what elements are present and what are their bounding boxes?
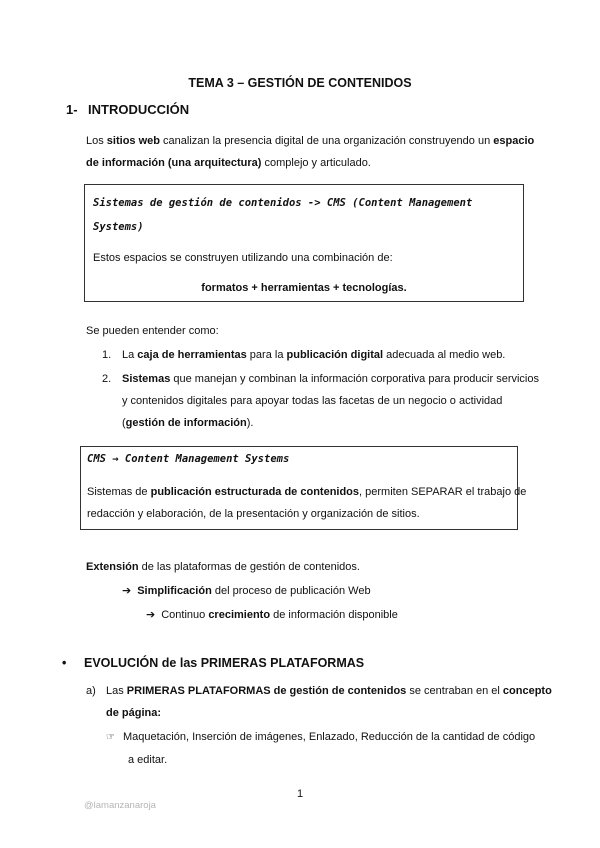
box-text: Estos espacios se construyen utilizando una combinación de: bbox=[93, 252, 393, 264]
arrow-right-icon: ➔ bbox=[122, 585, 132, 597]
document-title: TEMA 3 – GESTIÓN DE CONTENIDOS bbox=[188, 76, 412, 90]
growth-line: ➔ Continuo crecimiento de información disponible bbox=[146, 609, 398, 621]
watermark: @lamanzanaroja bbox=[84, 800, 156, 811]
cms-separation-box bbox=[80, 446, 527, 530]
box-paragraph: Sistemas de publicación estructurada de contenidos, permiten SEPARAR el trabajo de redacción y elaboración, de la presentación y organización de sitios. bbox=[87, 486, 527, 520]
section-number: 1- bbox=[66, 102, 78, 117]
section-title: INTRODUCCIÓN bbox=[88, 102, 190, 117]
box-formula: formatos + herramientas + tecnologías. bbox=[201, 282, 407, 294]
intro-paragraph: Los sitios web canalizan la presencia digital de una organización construyendo un espacio de información (una arquitectura) complejo y articulado. bbox=[86, 135, 535, 169]
cms-definition-box bbox=[84, 184, 524, 302]
page-number: 1 bbox=[296, 788, 304, 800]
extension-line: Extensión de las plataformas de gestión de contenidos. bbox=[86, 561, 360, 573]
section-heading-introduccion bbox=[66, 102, 189, 117]
simplification-line: ➔ Simplificación del proceso de publicación Web bbox=[122, 585, 371, 597]
list-item-2: 2. Sistemas que manejan y combinan la información corporativa para producir servicios y contenidos digitales para apoyar todas las facetas de un negocio o actividad (gestión de información). bbox=[102, 373, 539, 429]
evolution-item-a: a) Las PRIMERAS PLATAFORMAS de gestión de contenidos se centraban en el concepto de página: bbox=[86, 685, 552, 719]
pointing-hand-icon: ☞ bbox=[106, 732, 115, 743]
evolution-heading: • EVOLUCIÓN de las PRIMERAS PLATAFORMAS bbox=[62, 656, 365, 670]
understand-lead: Se pueden entender como: bbox=[86, 325, 219, 337]
bullet-icon: • bbox=[62, 656, 67, 670]
cms-box-heading: CMS → Content Management Systems bbox=[87, 453, 290, 465]
list-item-1: 1. La caja de herramientas para la publicación digital adecuada al medio web. bbox=[102, 349, 506, 361]
arrow-right-icon: ➔ bbox=[146, 609, 156, 621]
evolution-subitem: ☞ Maquetación, Inserción de imágenes, Enlazado, Reducción de la cantidad de código a editar. bbox=[106, 731, 536, 766]
cms-handwritten-heading: Sistemas de gestión de contenidos -> CMS (Content Management Systems) bbox=[93, 197, 473, 233]
